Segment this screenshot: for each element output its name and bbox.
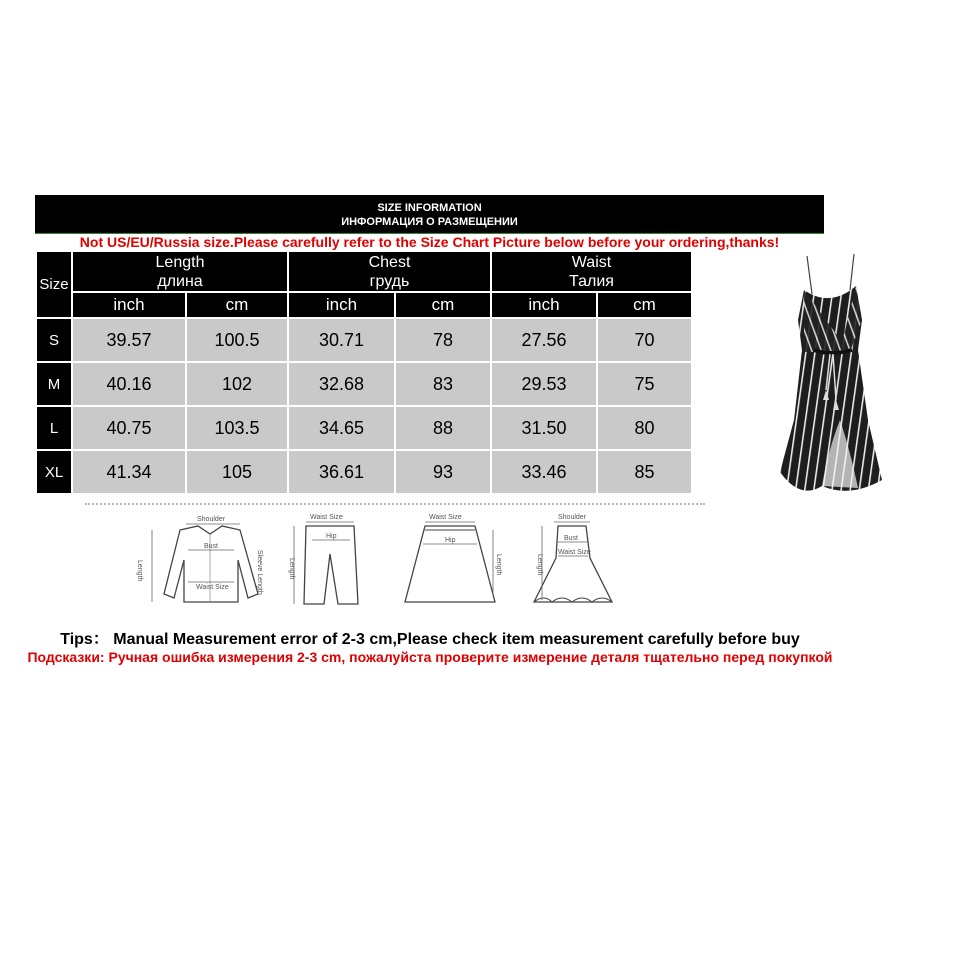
table-row — [37, 363, 691, 405]
pants-length-label: Length — [288, 558, 295, 580]
value-cell: 105 — [187, 451, 287, 493]
value-cell: 93 — [396, 451, 490, 493]
value-cell: 40.75 — [73, 407, 185, 449]
size-info-banner — [35, 195, 824, 233]
value-cell: 102 — [187, 363, 287, 405]
dress-shoulder-label: Shoulder — [558, 514, 587, 521]
shirt-waist-label: Waist Size — [196, 584, 229, 591]
value-cell: 75 — [598, 363, 691, 405]
length-header-en: Length — [155, 253, 205, 271]
table-row — [37, 407, 691, 449]
shirt-sleeve-label: Sleeve Length — [256, 550, 263, 595]
table-row — [37, 451, 691, 493]
value-cell: 32.68 — [289, 363, 394, 405]
value-cell: 34.65 — [289, 407, 394, 449]
size-header: Size — [37, 252, 71, 317]
unit-header: inch — [492, 293, 596, 317]
value-cell: 30.71 — [289, 319, 394, 361]
dress-waist-label: Waist Size — [558, 549, 591, 556]
waist-header — [492, 252, 691, 291]
dress-length-label: Length — [536, 554, 543, 576]
unit-header: cm — [187, 293, 287, 317]
tips-english: Tips： Manual Measurement error of 2-3 cm,Please check item measurement carefully before buy — [60, 631, 800, 648]
size-cell: S — [37, 319, 71, 361]
pants-diagram — [282, 510, 372, 610]
dress-bust-label: Bust — [564, 535, 579, 542]
value-cell: 100.5 — [187, 319, 287, 361]
skirt-hip-label: Hip — [445, 537, 456, 544]
value-cell: 83 — [396, 363, 490, 405]
tips-russian: Подсказки: Ручная ошибка измерения 2-3 cm, пожалуйста проверите измерение деталя тщательно перед покупкой — [27, 649, 833, 665]
size-cell: XL — [37, 451, 71, 493]
value-cell: 88 — [396, 407, 490, 449]
waist-header-ru: Талия — [569, 272, 614, 290]
unit-header: inch — [289, 293, 394, 317]
shirt-diagram — [136, 510, 280, 610]
value-cell: 39.57 — [73, 319, 185, 361]
value-cell: 70 — [598, 319, 691, 361]
skirt-waist-label: Waist Size — [429, 514, 462, 521]
value-cell: 33.46 — [492, 451, 596, 493]
value-cell: 31.50 — [492, 407, 596, 449]
waist-header-en: Waist — [571, 253, 612, 271]
unit-header: cm — [598, 293, 691, 317]
length-header-ru: длина — [157, 272, 203, 290]
chest-header — [289, 252, 490, 291]
chest-header-ru: грудь — [369, 272, 410, 290]
value-cell: 41.34 — [73, 451, 185, 493]
dress-product-photo — [770, 250, 910, 500]
skirt-diagram — [395, 510, 505, 610]
skirt-length-label: Length — [495, 554, 502, 576]
pants-hip-label: Hip — [326, 533, 337, 540]
value-cell: 29.53 — [492, 363, 596, 405]
unit-header: inch — [73, 293, 185, 317]
size-notice: Not US/EU/Russia size.Please carefully refer to the Size Chart Picture below before your ordering,thanks! — [35, 233, 824, 250]
value-cell: 78 — [396, 319, 490, 361]
size-cell: M — [37, 363, 71, 405]
shirt-bust-label: Bust — [204, 543, 219, 550]
size-chart-table — [35, 250, 693, 495]
value-cell: 80 — [598, 407, 691, 449]
pants-waist-label: Waist Size — [310, 514, 343, 521]
unit-header: cm — [396, 293, 490, 317]
value-cell: 103.5 — [187, 407, 287, 449]
banner-title-en: SIZE INFORMATION — [377, 202, 482, 214]
size-cell: L — [37, 407, 71, 449]
length-header — [73, 252, 287, 291]
shirt-length-label: Length — [136, 560, 143, 582]
chest-header-en: Chest — [368, 253, 411, 271]
banner-title-ru: ИНФОРМАЦИЯ О РАЗМЕЩЕНИИ — [341, 216, 518, 228]
value-cell: 40.16 — [73, 363, 185, 405]
value-cell: 27.56 — [492, 319, 596, 361]
table-row — [37, 319, 691, 361]
divider — [85, 503, 705, 505]
dress-diagram — [528, 510, 618, 610]
value-cell: 36.61 — [289, 451, 394, 493]
shirt-shoulder-label: Shoulder — [197, 516, 226, 523]
value-cell: 85 — [598, 451, 691, 493]
